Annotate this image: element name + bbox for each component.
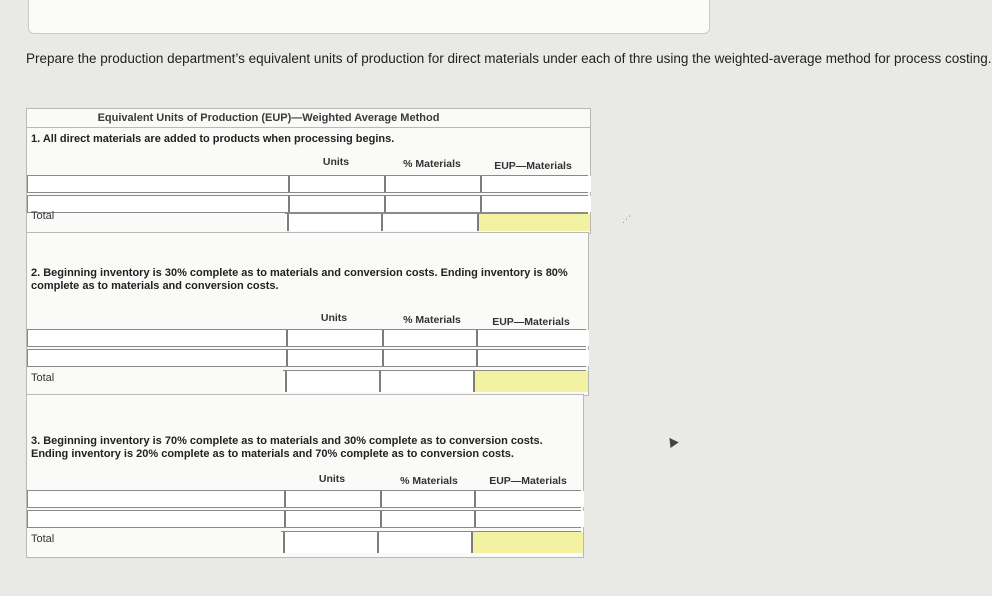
materials-pct-input[interactable] [380, 491, 476, 507]
section-1-title: 1. All direct materials are added to products when processing begins. [31, 133, 395, 145]
eup-materials-cell [480, 196, 591, 212]
materials-pct-input[interactable] [384, 176, 482, 192]
eup-materials-cell [474, 491, 584, 507]
units-header: Units [322, 156, 350, 168]
eup-materials-header: EUP—Materials [489, 475, 567, 487]
table-row [27, 175, 588, 193]
total-units-cell [285, 371, 381, 392]
answer-box [28, 0, 710, 34]
materials-pct-input[interactable] [380, 511, 476, 527]
total-pct-cell [377, 532, 473, 553]
units-input[interactable] [284, 511, 382, 527]
section-2-title: 2. Beginning inventory is 30% complete as to materials and conversion costs. Ending inventory is 80% complete as to materials and conversion costs. [31, 267, 568, 292]
eup-materials-cell [476, 350, 589, 366]
materials-pct-header: % Materials [400, 475, 458, 487]
total-eup-cell [473, 371, 588, 392]
table-row [27, 349, 586, 367]
units-input[interactable] [284, 491, 382, 507]
units-header: Units [318, 473, 346, 485]
eup-materials-header: EUP—Materials [492, 316, 570, 328]
total-label: Total [31, 533, 55, 545]
total-row [285, 213, 588, 231]
total-eup-cell [477, 214, 590, 231]
total-pct-cell [381, 214, 479, 231]
materials-pct-input[interactable] [382, 350, 478, 366]
total-row [283, 370, 586, 392]
eup-materials-cell [474, 511, 584, 527]
table-row [27, 490, 581, 508]
eup-materials-cell [476, 330, 589, 346]
question-prompt: Prepare the production department’s equivalent units of production for direct materials under each of thre using the weighted-average method for process costing. [26, 51, 992, 66]
units-input[interactable] [288, 176, 386, 192]
total-eup-cell [471, 532, 583, 553]
units-input[interactable] [286, 350, 384, 366]
total-label: Total [31, 210, 55, 222]
materials-pct-input[interactable] [382, 330, 478, 346]
total-pct-cell [379, 371, 475, 392]
section-3-title: 3. Beginning inventory is 70% complete as to materials and 30% complete as to conversion costs. Ending inventory is 20% complete as to materials and 70% complete as to conversion costs. [31, 435, 543, 460]
table-row [27, 510, 581, 528]
table-title: Equivalent Units of Production (EUP)—Weighted Average Method [27, 109, 590, 128]
total-row [281, 531, 581, 553]
total-label: Total [31, 372, 55, 384]
units-input[interactable] [288, 196, 386, 212]
mouse-cursor-icon [665, 435, 678, 448]
eup-materials-header: EUP—Materials [494, 160, 572, 172]
decorative-dots: ⋰ [622, 214, 631, 224]
section-1 [26, 108, 591, 234]
total-units-cell [287, 214, 383, 231]
eup-materials-cell [480, 176, 591, 192]
units-header: Units [320, 312, 348, 324]
materials-pct-header: % Materials [403, 314, 461, 326]
total-units-cell [283, 532, 379, 553]
table-row [27, 195, 588, 213]
section-2 [26, 232, 589, 396]
section-3 [26, 394, 584, 558]
table-row [27, 329, 586, 347]
units-input[interactable] [286, 330, 384, 346]
materials-pct-header: % Materials [403, 158, 461, 170]
materials-pct-input[interactable] [384, 196, 482, 212]
